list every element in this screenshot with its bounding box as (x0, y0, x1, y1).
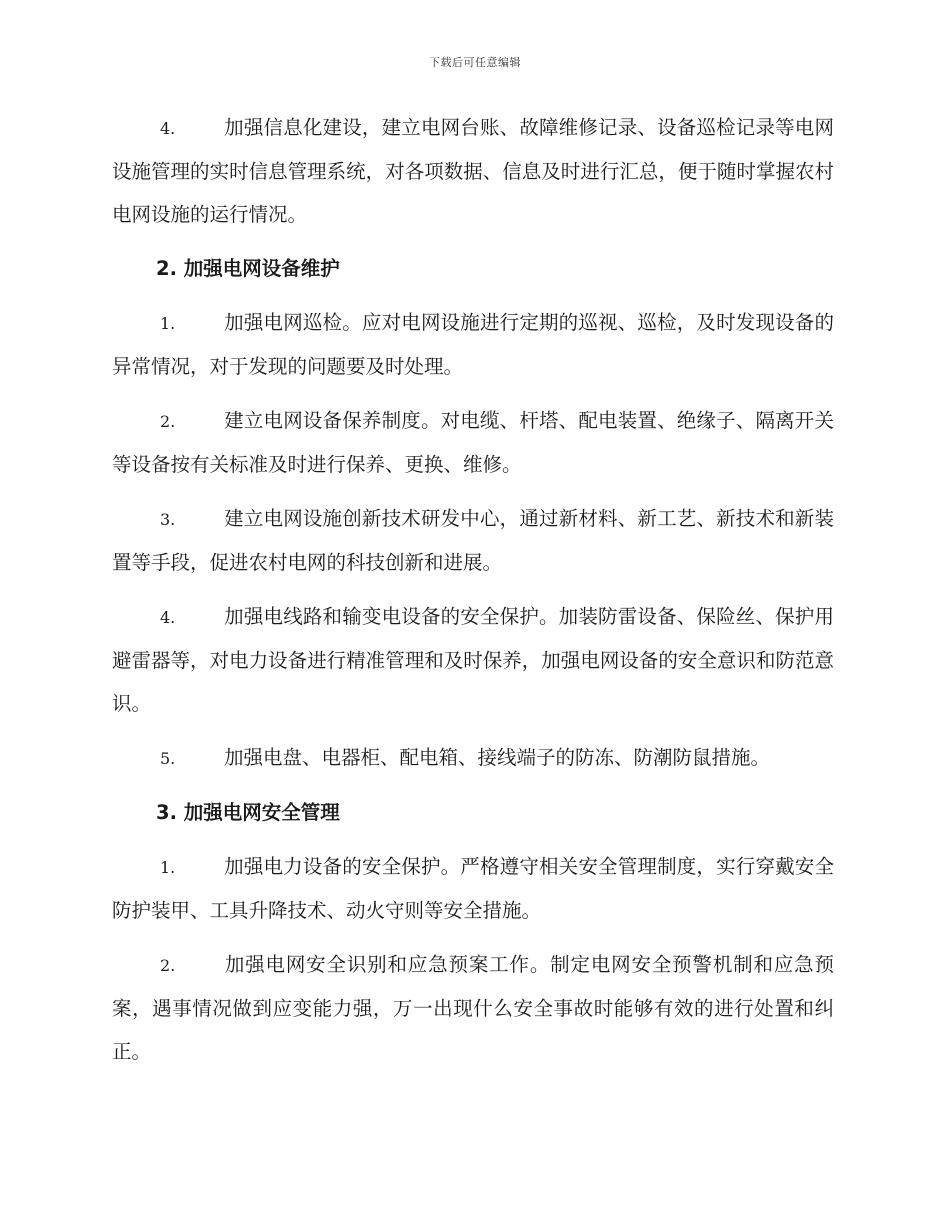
list-item-text: 加强电网安全识别和应急预案工作。制定电网安全预警机制和应急预案，遇事情况做到应变能力强，万一出现什么安全事故时能够有效的进行处置和纠正。 (112, 953, 834, 1063)
list-number: 4. (160, 119, 176, 138)
list-item-text: 加强电盘、电器柜、配电箱、接线端子的防冻、防潮防鼠措施。 (224, 746, 771, 769)
list-item (112, 943, 834, 1073)
list-number: 5. (160, 749, 176, 768)
list-item (112, 106, 834, 236)
list-number: 1. (160, 314, 176, 333)
document-body (112, 106, 834, 1084)
list-item (112, 845, 834, 932)
list-item (112, 736, 834, 780)
list-item-text: 加强电线路和输变电设备的安全保护。加装防雷设备、保险丝、保护用避雷器等，对电力设备进行精准管理和及时保养，加强电网设备的安全意识和防范意识。 (112, 605, 834, 715)
list-item-text: 建立电网设施创新技术研发中心，通过新材料、新工艺、新技术和新装置等手段，促进农村电网的科技创新和进展。 (112, 507, 834, 574)
list-number: 3. (160, 510, 176, 529)
list-number: 4. (160, 608, 176, 627)
list-item (112, 301, 834, 388)
list-item-text: 加强信息化建设，建立电网台账、故障维修记录、设备巡检记录等电网设施管理的实时信息管理系统，对各项数据、信息及时进行汇总，便于随时掌握农村电网设施的运行情况。 (112, 116, 834, 226)
list-item (112, 399, 834, 486)
list-item-text: 加强电网巡检。应对电网设施进行定期的巡视、巡检，及时发现设备的异常情况，对于发现的问题要及时处理。 (112, 311, 834, 378)
list-item (112, 497, 834, 584)
list-item-text: 加强电力设备的安全保护。严格遵守相关安全管理制度，实行穿戴安全防护装甲、工具升降技术、动火守则等安全措施。 (112, 855, 834, 922)
section-heading: 3. 加强电网安全管理 (156, 801, 340, 824)
list-number: 1. (160, 858, 176, 877)
list-number: 2. (160, 956, 176, 975)
list-number: 2. (160, 412, 176, 431)
list-item-text: 建立电网设备保养制度。对电缆、杆塔、配电装置、绝缘子、隔离开关等设备按有关标准及时进行保养、更换、维修。 (112, 409, 834, 476)
page-header: 下载后可任意编辑 (429, 56, 521, 69)
section-heading: 2. 加强电网设备维护 (156, 257, 340, 280)
list-item (112, 595, 834, 725)
